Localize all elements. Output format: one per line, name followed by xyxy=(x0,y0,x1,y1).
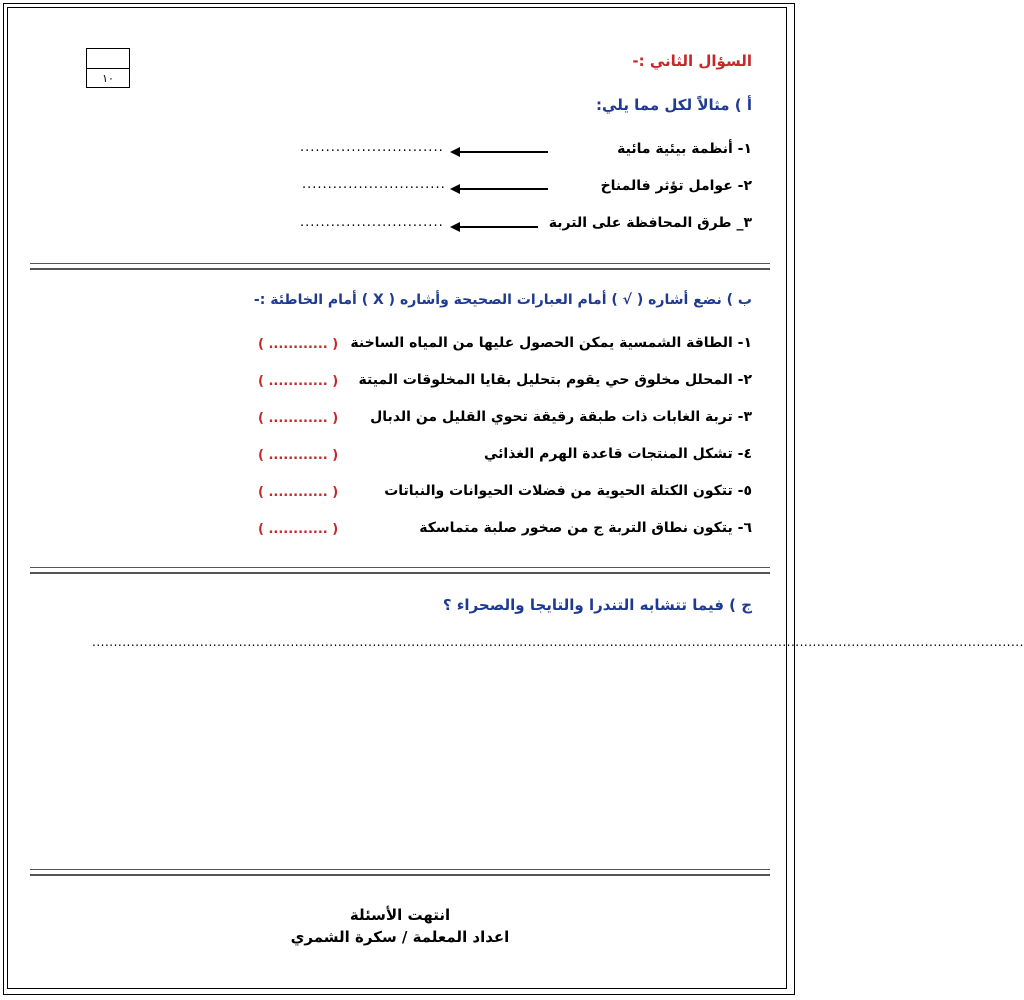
part-a-item-3-label: ٣_ طرق المحافظة على التربة xyxy=(548,215,752,231)
part-b-item-5: ٥- تتكون الكتلة الحيوية من فضلات الحيوانات والنباتات xyxy=(384,483,752,499)
answer-blank-6[interactable]: ( ............ ) xyxy=(258,522,339,537)
score-value: ١٠ xyxy=(102,72,114,85)
answer-blank-3[interactable]: ( ............ ) xyxy=(258,411,339,426)
part-b-item-3: ٣- تربة الغابات ذات طبقة رقيقة تحوي القليل من الدبال xyxy=(370,409,752,425)
arrow-left-icon xyxy=(450,182,548,196)
answer-blank-2[interactable]: ( ............ ) xyxy=(258,374,339,389)
part-a-item-3-blank[interactable]: ............................ xyxy=(300,215,444,230)
section-divider xyxy=(30,869,770,876)
arrow-left-icon xyxy=(450,220,538,234)
part-b-item-4: ٤- تشكل المنتجات قاعدة الهرم الغذائي xyxy=(483,446,752,462)
part-b-item-1: ١- الطاقة الشمسية يمكن الحصول عليها من المياه الساخنة xyxy=(350,335,752,351)
teacher-credit: اعداد المعلمة / سكرة الشمري xyxy=(290,928,510,946)
section-divider xyxy=(30,263,770,270)
part-a-item-1-label: ١- أنظمة بيئية مائية xyxy=(617,141,752,157)
section-divider xyxy=(30,567,770,574)
end-of-questions: انتهت الأسئلة xyxy=(349,906,451,924)
answer-blank-5[interactable]: ( ............ ) xyxy=(258,485,339,500)
part-a-item-1-blank[interactable]: ............................ xyxy=(300,140,444,155)
arrow-left-icon xyxy=(450,145,548,159)
part-b-title: ب ) نضع أشاره ( √ ) أمام العبارات الصحيحة وأشاره ( X ) أمام الخاطئة :- xyxy=(253,292,752,308)
part-c-title: ج ) فيما تتشابه التندرا والتايجا والصحراء ؟ xyxy=(442,596,752,614)
part-a-item-2-blank[interactable]: ............................ xyxy=(302,177,446,192)
part-a-item-2-label: ٢- عوامل تؤثر فالمناخ xyxy=(600,178,752,194)
question-title: السؤال الثاني :- xyxy=(632,52,752,70)
answer-blank-1[interactable]: ( ............ ) xyxy=(258,337,339,352)
part-c-answer-line[interactable]: ........................................................................................................................................................................................................................ xyxy=(92,635,1024,649)
part-b-item-2: ٢- المحلل مخلوق حي يقوم بتحليل بقايا المخلوقات الميتة xyxy=(358,372,752,388)
part-a-title: أ ) مثالاً لكل مما يلي: xyxy=(596,96,752,114)
score-box xyxy=(86,48,130,88)
part-b-item-6: ٦- يتكون نطاق التربة ج من صخور صلبة متماسكة xyxy=(419,520,752,536)
answer-blank-4[interactable]: ( ............ ) xyxy=(258,448,339,463)
